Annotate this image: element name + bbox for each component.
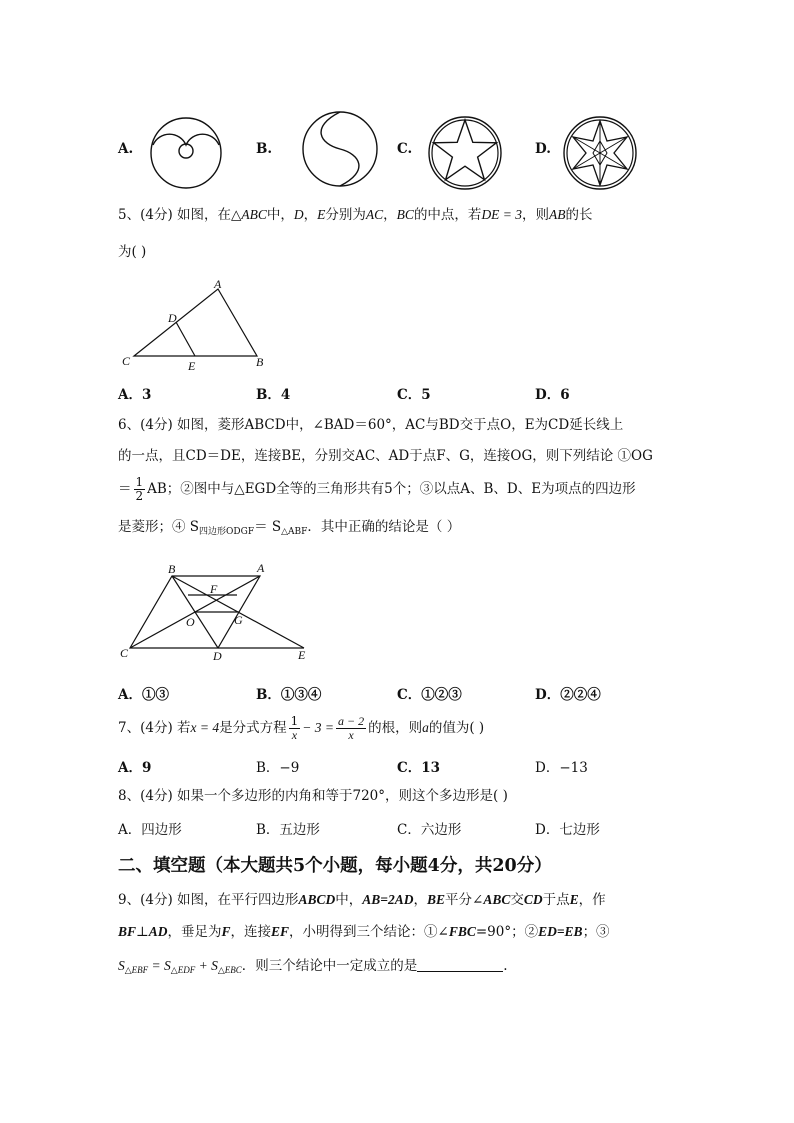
q9-text: ，垂足为 [167, 924, 222, 940]
q7-fraction-1-denominator: x [291, 728, 298, 742]
q9-text: =90°；② [475, 924, 539, 940]
q5-text: 5、(4分) 如图，在 [118, 207, 232, 223]
q5-label-d: D [168, 311, 177, 325]
q5-label-c: C [122, 354, 131, 368]
q9-text: 9、(4分) 如图，在平行四边形 [118, 892, 299, 908]
q7-variable: a [422, 720, 429, 735]
q5-text: ， [383, 207, 397, 223]
q5-option-b[interactable]: B．4 [256, 387, 291, 403]
q6-text: ．其中正确的结论是（ ） [307, 519, 461, 535]
q9-text: ，作 [578, 892, 606, 908]
q5-segment: BC [396, 207, 414, 222]
q9-text: ；③ [582, 924, 610, 940]
q7-question [118, 713, 484, 743]
q9-math: E [569, 892, 579, 907]
q6-question-line4 [118, 517, 460, 542]
q5-text: 中， [266, 207, 294, 223]
q9-text: = [148, 958, 165, 973]
q9-math: BF [118, 924, 137, 939]
q9-area-symbol: S [118, 958, 125, 973]
q7-option-d[interactable]: D．−13 [535, 760, 588, 776]
q7-text: 7、(4分) 若 [118, 720, 191, 736]
q9-text: ， [413, 892, 427, 908]
q4-option-b-letter: B. [256, 141, 273, 157]
q6-question-line1: 6、(4分) 如图，菱形ABCD中，∠BAD＝60°，AC与BD交于点O，E为CD延长线上 [118, 417, 624, 433]
q5-text: 的中点，若 [413, 207, 482, 223]
q5-text: 分别为 [325, 207, 366, 223]
q9-answer-blank[interactable] [417, 957, 503, 972]
q9-math: F [221, 924, 231, 939]
q4-figure-d [560, 113, 640, 193]
q5-label-a: A [214, 277, 222, 291]
q5-option-d[interactable]: D．6 [535, 387, 570, 403]
q8-option-a[interactable]: A．四边形 [118, 822, 182, 838]
q4-figure-c [425, 113, 505, 193]
q7-option-c[interactable]: C．13 [397, 760, 441, 776]
q6-text: 是菱形；④ S [118, 519, 200, 535]
q7-equation: x = 4 [190, 720, 220, 735]
q6-fraction-numerator: 1 [135, 475, 144, 489]
q7-fraction-2-numerator: a − 2 [338, 714, 365, 728]
q6-rhombus-figure [118, 560, 318, 666]
q4-figure-b [300, 109, 380, 189]
q5-option-a[interactable]: A．3 [118, 387, 152, 403]
q5-segment: AB [549, 207, 566, 222]
q6-option-a[interactable]: A．①③ [118, 687, 169, 703]
q7-fraction-2-denominator: x [348, 728, 354, 742]
q6-question-line3 [118, 475, 636, 503]
q7-fraction-2 [336, 715, 366, 742]
q7-text: 的根，则 [368, 720, 423, 736]
q5-point: D [293, 207, 304, 222]
q8-option-c[interactable]: C．六边形 [397, 822, 462, 838]
q9-math: ABC [483, 892, 511, 907]
q7-text: 的值为( ) [428, 720, 485, 736]
q9-math: ED=EB [538, 924, 583, 939]
q6-label-g: G [234, 613, 243, 627]
q9-text: ，连接 [230, 924, 271, 940]
q9-math: EF [271, 924, 290, 939]
q6-option-d[interactable]: D．②②④ [535, 687, 601, 703]
q6-subscript: 四边形ODGF [199, 527, 255, 537]
q5-condition: DE = 3 [481, 207, 523, 222]
q8-option-d[interactable]: D．七边形 [535, 822, 600, 838]
q6-subscript: △ABF [281, 527, 308, 537]
q9-question-line1 [118, 890, 606, 910]
q5-text: ，则 [522, 207, 550, 223]
q7-text: − 3 = [302, 720, 334, 735]
q4-option-a-letter: A. [118, 141, 134, 157]
q9-math: CD [523, 892, 543, 907]
q5-point: E [317, 207, 326, 222]
q6-label-o: O [186, 615, 195, 629]
q5-question-line1 [118, 205, 593, 225]
q6-label-a: A [257, 561, 265, 575]
q9-math: FBC [448, 924, 476, 939]
q7-fraction-1-numerator: 1 [290, 714, 299, 728]
q6-question-line2: 的一点，且CD＝DE，连接BE，分别交AC、AD于点F、G，连接OG，则下列结论 ①OG [118, 448, 653, 464]
q9-math: ABCD [298, 892, 336, 907]
q4-figure-a [148, 115, 228, 191]
q9-text: 于点 [542, 892, 570, 908]
q8-question: 8、(4分) 如果一个多边形的内角和等于720°，则这个多边形是( ) [118, 788, 508, 804]
q9-math: AB=2AD [362, 892, 414, 907]
q9-text: 交 [510, 892, 524, 908]
q7-option-a[interactable]: A．9 [118, 760, 152, 776]
q8-option-b[interactable]: B．五边形 [256, 822, 320, 838]
q9-text: ，小明得到三个结论：①∠ [289, 924, 449, 940]
q9-subscript: △EDF [170, 965, 196, 975]
q6-fraction [134, 476, 146, 503]
q5-text: 的长 [565, 207, 593, 223]
q5-label-b: B [256, 355, 264, 369]
q9-text: ．则三个结论中一定成立的是 [241, 958, 418, 974]
q4-option-c-letter: C. [397, 141, 413, 157]
q6-label-b: B [168, 562, 176, 576]
q9-subscript: △EBC [217, 965, 242, 975]
q6-label-e: E [298, 648, 306, 662]
q6-fraction-denominator: 2 [135, 489, 144, 503]
q6-label-f: F [210, 582, 218, 596]
q5-option-c[interactable]: C．5 [397, 387, 431, 403]
q9-area-symbol: S [211, 958, 218, 973]
q9-area-symbol: S [164, 958, 171, 973]
q6-label-c: C [120, 646, 129, 660]
q6-option-c[interactable]: C．①②③ [397, 687, 462, 703]
q5-text: ， [303, 207, 318, 223]
q6-option-b[interactable]: B．①③④ [256, 687, 322, 703]
q9-math: BE [427, 892, 446, 907]
q9-text: + [195, 958, 212, 973]
q6-text: ＝ [118, 481, 132, 497]
section-title: 二、填空题（本大题共5个小题，每小题4分，共20分） [118, 856, 552, 876]
q6-text: ＝ S [254, 519, 282, 535]
q9-text: 中， [335, 892, 363, 908]
q5-question-line2: 为( ) [118, 244, 147, 260]
q5-segment: AC [365, 207, 384, 222]
q9-subscript: △EBF [124, 965, 149, 975]
q9-text: . [503, 958, 508, 974]
q9-question-line2 [118, 922, 610, 942]
q5-triangle: △ABC [231, 207, 267, 222]
q7-option-b[interactable]: B．−9 [256, 760, 300, 776]
q5-label-e: E [188, 359, 196, 373]
q9-math: AD [148, 924, 168, 939]
q9-text: 平分∠ [445, 892, 484, 908]
q9-text: ⊥ [136, 924, 149, 940]
q7-fraction-1 [289, 715, 301, 742]
q6-text: AB；②图中与△EGD全等的三角形共有5个；③以点A、B、D、E为项点的四边形 [147, 481, 636, 497]
q7-text: 是分式方程 [219, 720, 287, 736]
q4-option-d-letter: D. [535, 141, 551, 157]
q5-triangle-figure [118, 276, 278, 374]
q6-label-d: D [213, 649, 222, 663]
q9-question-line3 [118, 956, 508, 980]
